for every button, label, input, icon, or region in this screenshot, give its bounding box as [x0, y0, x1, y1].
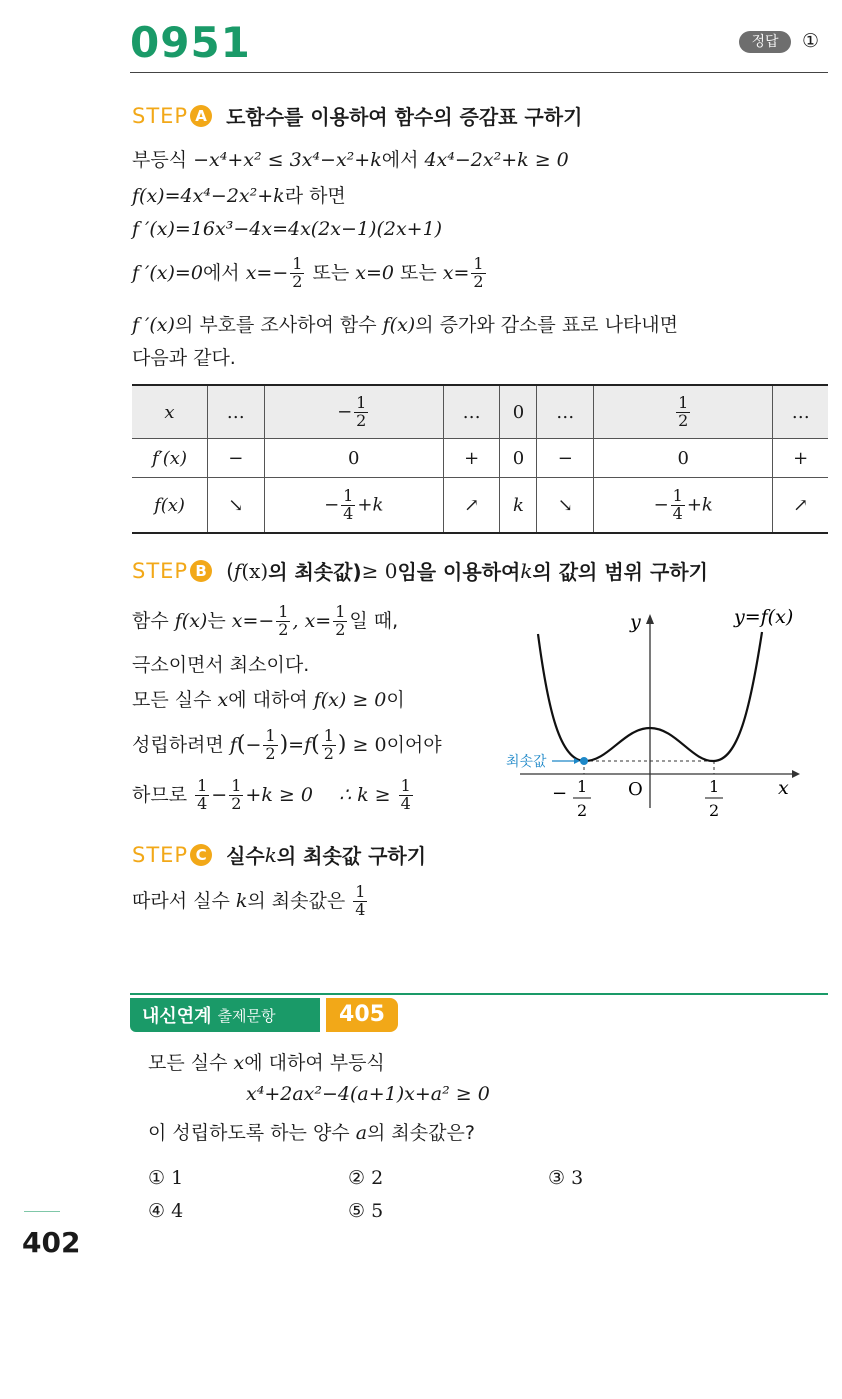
step-b-line-5: 하므로 $\frac{1}{4}$ − $\frac{1}{2}$ +k ≥ 0 ∴ k ≥ $\frac{1}{4}$: [132, 776, 411, 813]
table-cell: 0: [264, 439, 443, 478]
min-label: 최솟값: [506, 754, 547, 770]
x-axis-label: x: [778, 777, 789, 799]
fraction-half: $\frac{1}{2}$: [473, 254, 484, 291]
step-badge-b: B: [190, 560, 212, 582]
table-cell: −: [208, 439, 265, 478]
naesin-number: 405: [326, 998, 398, 1032]
choice-1[interactable]: ① 1: [148, 1167, 184, 1189]
step-a-line-4: f ′(x)=0에서 x=− $\frac{1}{2}$ 또는 x=0 또는 x= $\frac{1}{2}$: [132, 254, 484, 291]
table-cell: …: [773, 385, 828, 439]
table-cell: f′(x): [132, 439, 208, 478]
min-point: [580, 757, 588, 765]
table-cell: +: [773, 439, 828, 478]
choice-5[interactable]: ⑤ 5: [348, 1200, 384, 1222]
table-row: [132, 385, 828, 439]
step-b-line-3: 모든 실수 x에 대하여 f(x) ≥ 0이: [132, 689, 405, 711]
increase-decrease-table: [132, 384, 828, 534]
step-c-line: 따라서 실수 k의 최솟값은 $\frac{1}{4}$: [132, 882, 366, 919]
table-cell: 0: [594, 439, 773, 478]
table-cell: …: [208, 385, 265, 439]
origin-label: O: [628, 779, 643, 800]
header-rule: [130, 72, 828, 73]
step-a-title: 도함수를 이용하여 함수의 증감표 구하기: [226, 105, 583, 129]
choice-4[interactable]: ④ 4: [148, 1200, 184, 1222]
table-cell: − $\frac{1}{4}$ +k: [594, 478, 773, 534]
step-a-line-1: 부등식 −x⁴+x² ≤ 3x⁴−x²+k에서 4x⁴−2x²+k ≥ 0: [132, 149, 569, 171]
fraction-half: $\frac{1}{2}$: [292, 254, 303, 291]
step-a-line-5: f ′(x)의 부호를 조사하여 함수 f(x)의 증가와 감소를 표로 나타내면: [132, 314, 678, 336]
step-b-line-1: 함수 f(x)는 x=− $\frac{1}{2}$ , x= $\frac{1}{2}$ 일 때,: [132, 602, 399, 639]
curve-label: y=f(x): [734, 606, 794, 628]
table-cell: k: [500, 478, 537, 534]
table-cell: f(x): [132, 478, 208, 534]
step-badge-c: C: [190, 844, 212, 866]
function-graph: [500, 600, 830, 830]
page-number-rule: [24, 1211, 60, 1212]
table-cell: ↗: [773, 478, 828, 534]
question-inequality: x⁴+2ax²−4(a+1)x+a² ≥ 0: [246, 1083, 490, 1105]
y-axis-arrow: [646, 614, 654, 624]
svg-text:−: −: [552, 783, 568, 804]
table-row: [132, 478, 828, 534]
svg-text:1: 1: [709, 777, 720, 796]
step-a-line-3: f ′(x)=16x³−4x=4x(2x−1)(2x+1): [132, 218, 443, 240]
table-cell: ↗: [443, 478, 500, 534]
table-cell: $\frac{1}{2}$: [594, 385, 773, 439]
naesin-divider: [130, 993, 828, 995]
table-cell: − $\frac{1}{2}$: [264, 385, 443, 439]
step-b-line-4: 성립하려면 f(− $\frac{1}{2}$ )=f( $\frac{1}{2}$ ) ≥ 0이어야: [132, 726, 442, 763]
tick-label-half: [705, 777, 723, 820]
table-cell: −: [537, 439, 594, 478]
naesin-tag: 내신연계 출제문항: [130, 998, 320, 1032]
choice-2[interactable]: ② 2: [348, 1167, 384, 1189]
table-cell: ↘: [537, 478, 594, 534]
step-b-line-2: 극소이면서 최소이다.: [132, 654, 310, 676]
step-b-heading: STEP B ( f (x) 의 최솟값) ≥ 0 임을 이용하여 k 의 값의 범위 구하기: [132, 558, 708, 584]
step-a-line-2: f(x)=4x⁴−2x²+k라 하면: [132, 185, 346, 207]
svg-text:1: 1: [577, 777, 588, 796]
step-word: STEP: [132, 103, 189, 128]
table-cell: …: [537, 385, 594, 439]
step-a-heading: [132, 101, 582, 130]
page-number: 402: [22, 1226, 81, 1259]
question-line-1: 모든 실수 x에 대하여 부등식: [148, 1052, 385, 1074]
x-axis-arrow: [792, 770, 800, 778]
table-cell: x: [132, 385, 208, 439]
table-cell: 0: [500, 439, 537, 478]
table-cell: ↘: [208, 478, 265, 534]
answer-badge: 정답: [739, 31, 791, 53]
table-cell: − $\frac{1}{4}$ +k: [264, 478, 443, 534]
svg-text:2: 2: [577, 801, 588, 820]
answer-choice: ①: [802, 30, 820, 52]
choice-3[interactable]: ③ 3: [548, 1167, 584, 1189]
y-axis-label: y: [630, 611, 641, 633]
tick-label-neg-half: [552, 777, 591, 820]
problem-number: 0951: [130, 18, 251, 67]
table-cell: +: [443, 439, 500, 478]
table-row: [132, 439, 828, 478]
question-line-3: 이 성립하도록 하는 양수 a의 최솟값은?: [148, 1122, 475, 1144]
table-cell: 0: [500, 385, 537, 439]
svg-text:2: 2: [709, 801, 720, 820]
step-a-line-6: 다음과 같다.: [132, 347, 236, 369]
step-badge-a: A: [190, 105, 212, 127]
step-c-heading: STEP C 실수 k 의 최솟값 구하기: [132, 842, 427, 868]
table-cell: …: [443, 385, 500, 439]
